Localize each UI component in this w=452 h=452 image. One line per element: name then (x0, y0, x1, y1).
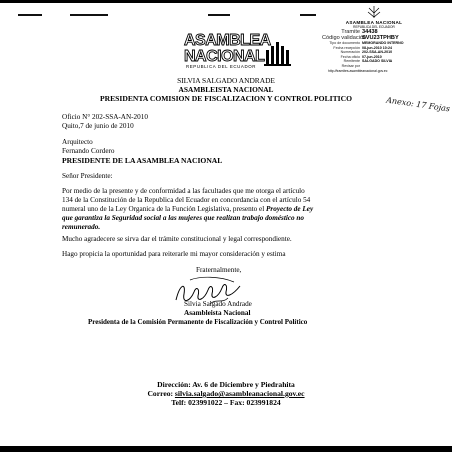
stamp-logo (322, 4, 426, 20)
body-line: Por medio de la presente y de conformidad a las facultades que me otorga el artículo (62, 187, 305, 195)
handwritten-annotation: Anexo: 17 Fojas (385, 95, 451, 114)
signer-name: Silvia Salgado Andrade (184, 300, 252, 308)
header-role: ASAMBLEISTA NACIONAL (178, 85, 274, 94)
stamp-codigo-label: Código validación (322, 35, 367, 41)
stamp-row-label: Fecha oficio (340, 54, 360, 59)
footer-email-line (90, 389, 362, 398)
footer-address: Dirección: Av. 6 de Diciembre y Piedrahita (157, 380, 295, 389)
recipient-name: Fernando Cordero (62, 147, 115, 155)
emblem-icon (262, 38, 294, 70)
body-paragraph-3: Hago propicia la oportunidad para reiterarle mi mayor consideración y estima (62, 250, 286, 258)
stamp-row-label: Revisar por (341, 63, 360, 68)
stamp-row-label: Remitente (343, 59, 360, 64)
body-line (62, 223, 402, 232)
stamp-logo-title: ASAMBLEA NACIONAL (345, 20, 403, 25)
body-paragraph-1 (62, 187, 402, 232)
body-line (62, 214, 402, 223)
logo-word-3: REPUBLICA DEL ECUADOR (186, 64, 257, 69)
closing: Fraternalmente, (196, 266, 242, 274)
bill-title-end: remunerado. (62, 223, 101, 231)
stamp-logo-subtitle: REPUBLICA DEL ECUADOR (353, 25, 395, 29)
stamp-row-label: Numeración (340, 50, 360, 55)
bill-title-mid-a: que garantiza la (62, 214, 110, 222)
recipient-role: PRESIDENTE DE LA ASAMBLEA NACIONAL (62, 156, 223, 165)
recipient-title: Arquitecto (62, 138, 93, 146)
body-line (62, 205, 402, 214)
stamp-tramite-label: Tramite (341, 29, 360, 35)
salutation: Señor Presidente: (62, 172, 113, 180)
footer-email-link[interactable]: silvia.salgado@asambleanacional.gov.ec (174, 389, 305, 398)
body-line: 134 de la Constitución de la Republica del Ecuador en concordancia con el artículo 54 (62, 196, 311, 204)
stamp-row-label: Tipo de documento (329, 41, 360, 45)
stamp-tramite-value: 34438 (362, 29, 378, 35)
body-paragraph-2: Mucho agradecere se sirva dar el trámite constitucional y legal correspondiente. (62, 235, 292, 243)
stamp-codigo-value: SVU23TPHBY (362, 35, 399, 41)
scan-border-bottom (0, 446, 452, 452)
logo-word-2: NACIONAL (184, 48, 265, 65)
scan-mark (300, 14, 316, 16)
bill-title-mid-b: Seguridad social a las mujeres que realizan trabajo doméstico no (109, 214, 305, 222)
stamp-row-value: SALGADO SILVIA (362, 59, 393, 64)
stamp-row-value: 202-SSA-AN-2010 (362, 50, 393, 55)
bill-title-start: Proyecto de Ley (266, 205, 314, 213)
stamp-row-value: 07-jun-2010 (362, 54, 382, 59)
letter-place-date: Quito,7 de junio de 2010 (62, 122, 134, 130)
letter-reference: Oficio N° 202-SSA-AN-2010 (62, 113, 148, 121)
stamp-row-value: 08-jun-2010 10:24 (362, 45, 392, 50)
signer-role: Asambleista Nacional (184, 309, 251, 317)
scan-mark (208, 14, 230, 16)
scan-mark (18, 14, 42, 16)
stamp-url: http://tramites.asambleanacional.gov.ec (328, 68, 388, 73)
logo-word-1: ASAMBLEA (184, 32, 271, 49)
footer-phones: Telf: 023991022 – Fax: 023991824 (171, 398, 281, 407)
scan-mark (70, 14, 108, 16)
scan-border-top (0, 0, 452, 3)
body-line-text: numeral uno de la Ley Organica de la Función Legislativa, presento el (62, 205, 265, 213)
footer-email-label: Correo: (147, 389, 175, 398)
header-name: SILVIA SALGADO ANDRADE (177, 76, 275, 85)
reception-stamp (322, 4, 426, 80)
stamp-row-label: Fecha recepción (333, 45, 360, 50)
header-commission: PRESIDENTA COMISION DE FISCALIZACION Y CONTROL POLITICO (99, 94, 353, 103)
signer-commission: Presidenta de la Comisión Permanente de Fiscalización y Control Político (88, 318, 308, 326)
stamp-row-value: MEMORANDO INTERNO (362, 41, 404, 45)
